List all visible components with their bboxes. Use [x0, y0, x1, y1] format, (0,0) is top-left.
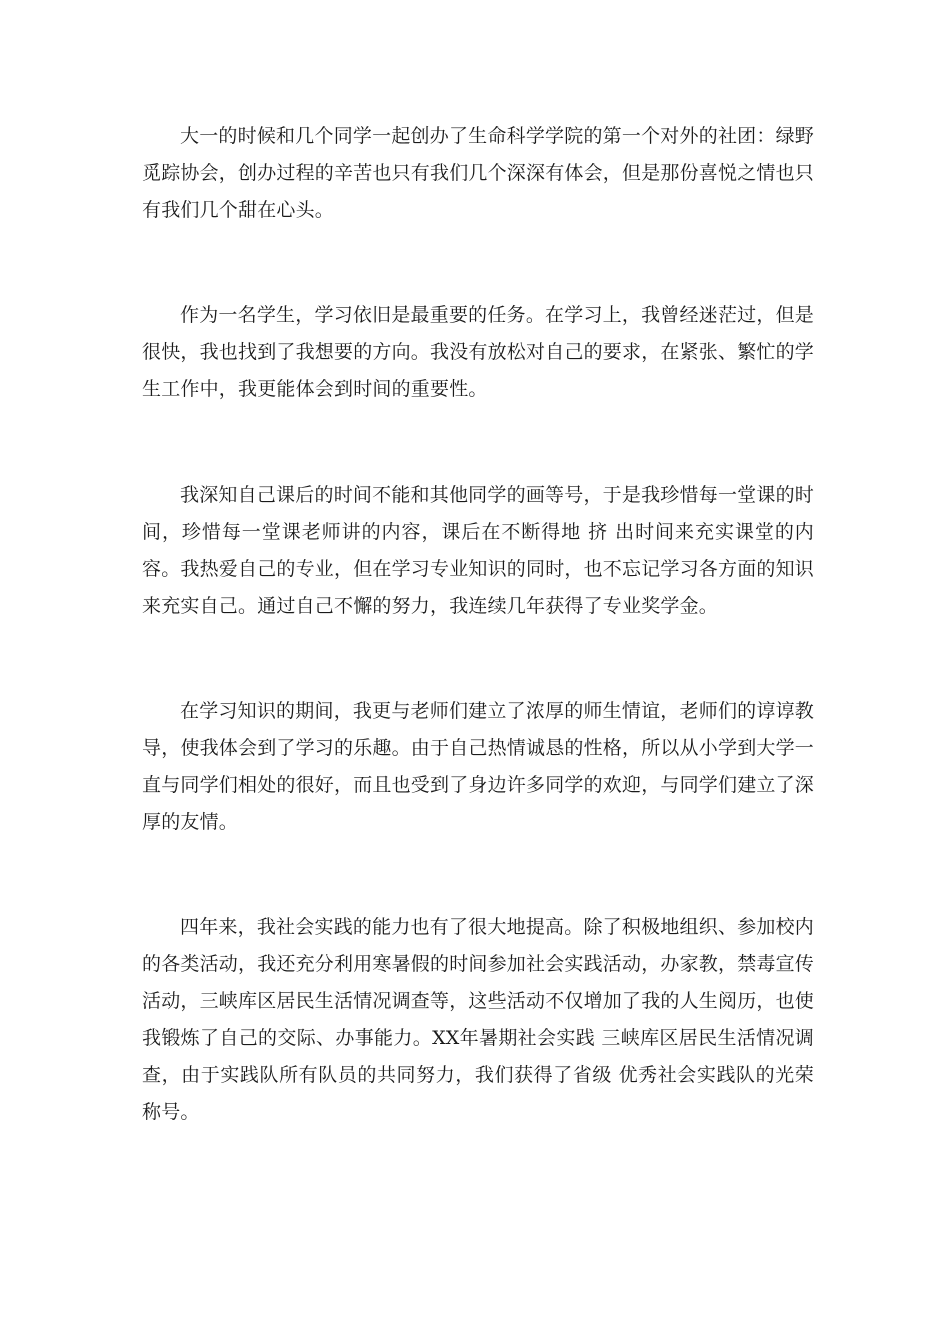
paragraph-club-founding: 大一的时候和几个同学一起创办了生命科学学院的第一个对外的社团：绿野觅踪协会，创办过程的辛苦也只有我们几个深深有体会，但是那份喜悦之情也只有我们几个甜在心头。	[142, 125, 815, 221]
paragraph-study-direction: 作为一名学生，学习依旧是最重要的任务。在学习上，我曾经迷茫过，但是很快，我也找到了我想要的方向。我没有放松对自己的要求，在紧张、繁忙的学生工作中，我更能体会到时间的重要性。	[142, 304, 815, 400]
paragraph-social-practice: 四年来，我社会实践的能力也有了很大地提高。除了积极地组织、参加校内的各类活动，我还充分利用寒暑假的时间参加社会实践活动，办家教，禁毒宣传活动，三峡库区居民生活情况调查等，这些活动不仅增加了我的人生阅历，也使我锻炼了自己的交际、办事能力。XX年暑期社会实践 三峡库区居民生活情况调查，由于实践队所有队员的共同努力，我们获得了省级 优秀社会实践队的光荣称号。	[142, 916, 815, 1123]
paragraph-study-effort: 我深知自己课后的时间不能和其他同学的画等号，于是我珍惜每一堂课的时间，珍惜每一堂课老师讲的内容，课后在不断得地 挤 出时间来充实课堂的内容。我热爱自己的专业，但在学习专业知识的同时，也不忘记学习各方面的知识来充实自己。通过自己不懈的努力，我连续几年获得了专业奖学金。	[142, 484, 815, 617]
paragraph-relationships: 在学习知识的期间，我更与老师们建立了浓厚的师生情谊，老师们的谆谆教导，使我体会到了学习的乐趣。由于自己热情诚恳的性格，所以从小学到大学一直与同学们相处的很好，而且也受到了身边许多同学的欢迎，与同学们建立了深厚的友情。	[142, 700, 815, 833]
